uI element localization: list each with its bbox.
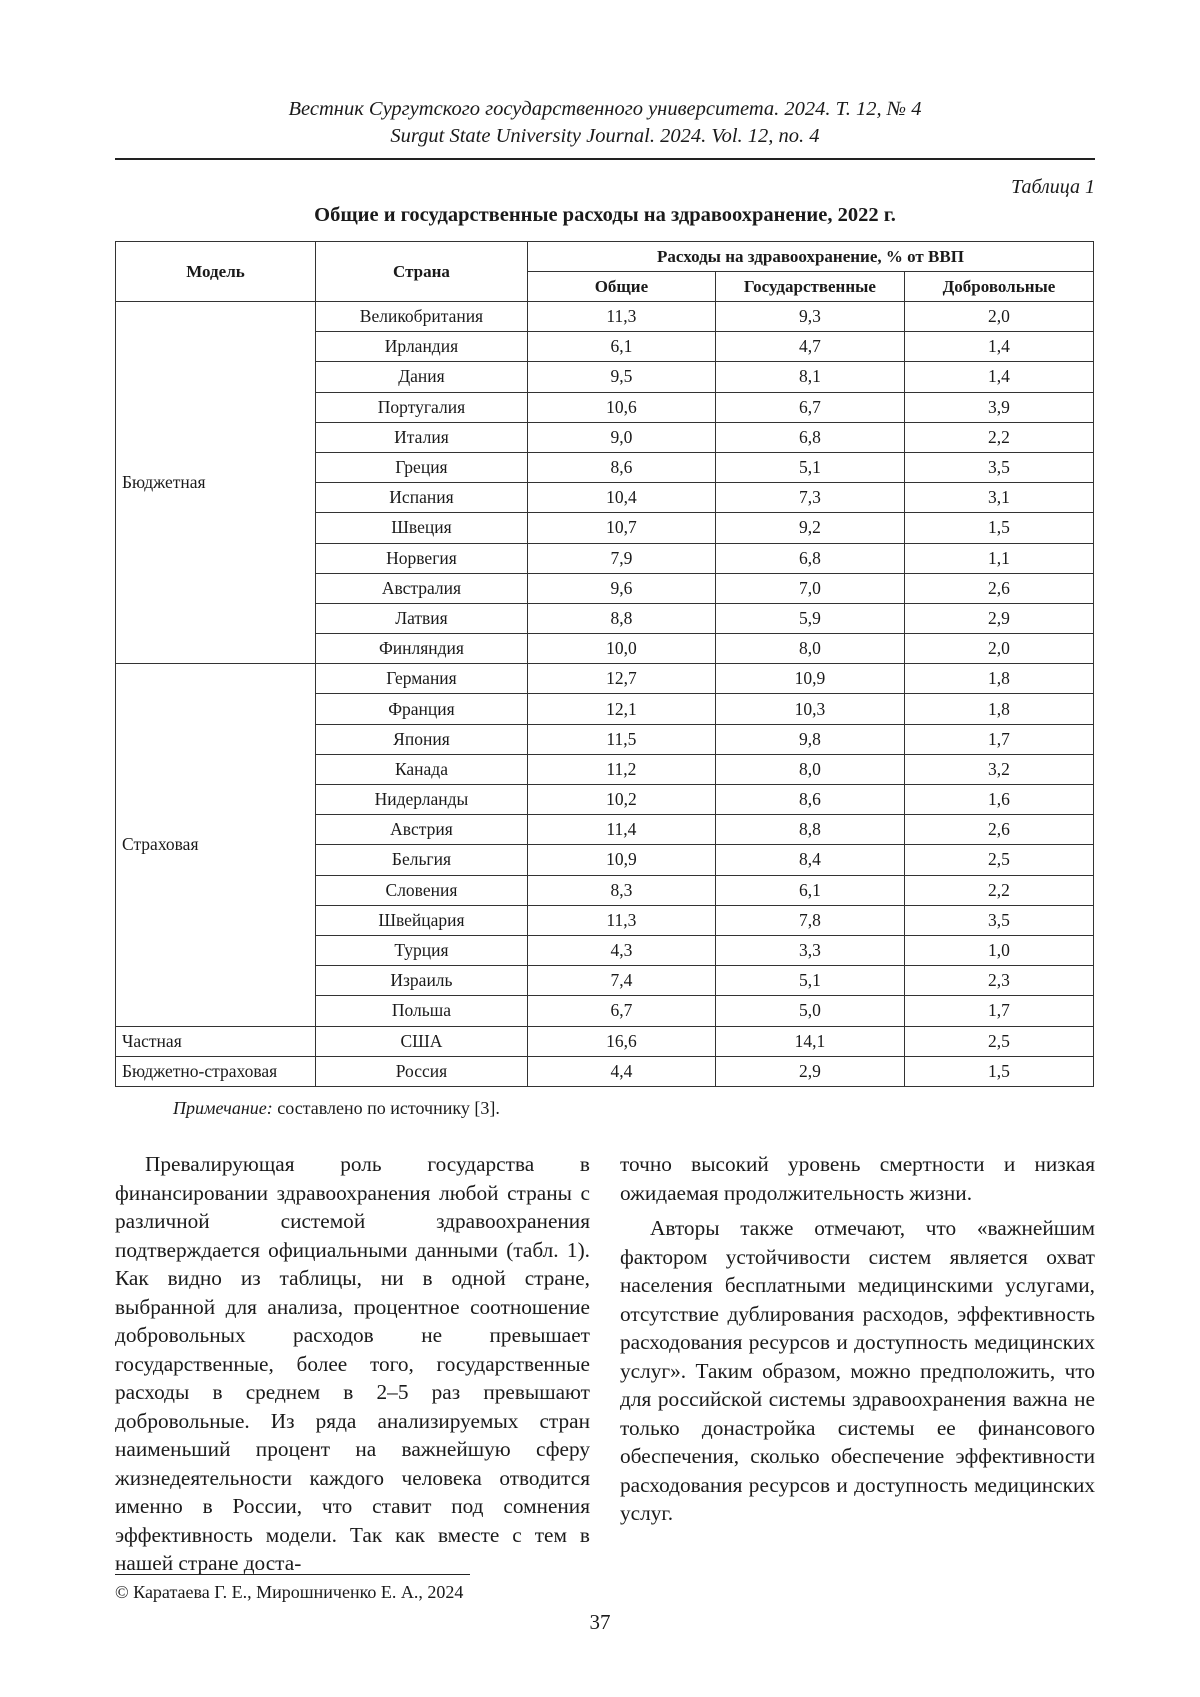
country-cell: Канада bbox=[315, 754, 527, 784]
country-cell: Нидерланды bbox=[315, 785, 527, 815]
state-cell: 8,0 bbox=[715, 754, 904, 784]
state-cell: 3,3 bbox=[715, 935, 904, 965]
voluntary-cell: 1,8 bbox=[904, 694, 1093, 724]
body-column-right bbox=[620, 1150, 1095, 1528]
header-group: Расходы на здравоохранение, % от ВВП bbox=[527, 242, 1093, 272]
paragraph: точно высокий уровень смертности и низкая ожидаемая продолжительность жизни. bbox=[620, 1152, 1095, 1205]
country-cell: Португалия bbox=[315, 392, 527, 422]
voluntary-cell: 1,5 bbox=[904, 513, 1093, 543]
voluntary-cell: 3,5 bbox=[904, 905, 1093, 935]
state-cell: 8,8 bbox=[715, 815, 904, 845]
journal-header-ru: Вестник Сургутского государственного университета. 2024. Т. 12, № 4 bbox=[288, 98, 922, 120]
total-cell: 8,6 bbox=[527, 452, 715, 482]
state-cell: 8,4 bbox=[715, 845, 904, 875]
voluntary-cell: 1,1 bbox=[904, 543, 1093, 573]
state-cell: 10,9 bbox=[715, 664, 904, 694]
country-cell: Швейцария bbox=[315, 905, 527, 935]
country-cell: Словения bbox=[315, 875, 527, 905]
header-country: Страна bbox=[315, 242, 527, 302]
total-cell: 7,9 bbox=[527, 543, 715, 573]
state-cell: 9,2 bbox=[715, 513, 904, 543]
total-cell: 6,7 bbox=[527, 996, 715, 1026]
table-note-label: Примечание: bbox=[173, 1098, 273, 1118]
state-cell: 5,9 bbox=[715, 603, 904, 633]
table-title: Общие и государственные расходы на здравоохранение, 2022 г. bbox=[314, 204, 896, 226]
total-cell: 11,3 bbox=[527, 905, 715, 935]
voluntary-cell: 3,5 bbox=[904, 452, 1093, 482]
country-cell: Германия bbox=[315, 664, 527, 694]
total-cell: 11,4 bbox=[527, 815, 715, 845]
country-cell: Дания bbox=[315, 362, 527, 392]
paragraph: Авторы также отмечают, что «важнейшим фактором устойчивости систем является охват населения бесплатными медицинскими услугами, отсутствие дублирования расходов, эффективность расходования ресурсов и доступность медицинских услуг». Таким образом, можно предположить, что для российской системы здравоохранения важна не только донастройка системы ее финансового обеспечения, сколько обеспечение эффективности расходования ресурсов и доступность медицинских услуг. bbox=[620, 1216, 1095, 1525]
total-cell: 9,5 bbox=[527, 362, 715, 392]
country-cell: Россия bbox=[315, 1056, 527, 1086]
footnote-rule bbox=[115, 1574, 470, 1575]
voluntary-cell: 1,4 bbox=[904, 332, 1093, 362]
voluntary-cell: 2,0 bbox=[904, 634, 1093, 664]
journal-header-en: Surgut State University Journal. 2024. Vol. 12, no. 4 bbox=[390, 125, 820, 147]
state-cell: 8,1 bbox=[715, 362, 904, 392]
voluntary-cell: 1,6 bbox=[904, 785, 1093, 815]
voluntary-cell: 2,6 bbox=[904, 573, 1093, 603]
state-cell: 5,1 bbox=[715, 452, 904, 482]
table-row bbox=[116, 664, 1094, 694]
total-cell: 4,4 bbox=[527, 1056, 715, 1086]
voluntary-cell: 2,2 bbox=[904, 422, 1093, 452]
total-cell: 10,7 bbox=[527, 513, 715, 543]
copyright: © Каратаева Г. Е., Мирошниченко Е. А., 2024 bbox=[115, 1582, 464, 1602]
country-cell: Швеция bbox=[315, 513, 527, 543]
country-cell: Ирландия bbox=[315, 332, 527, 362]
state-cell: 7,8 bbox=[715, 905, 904, 935]
state-cell: 7,3 bbox=[715, 483, 904, 513]
table-note-text: составлено по источнику [3]. bbox=[272, 1098, 500, 1118]
total-cell: 4,3 bbox=[527, 935, 715, 965]
header-voluntary: Добровольные bbox=[904, 272, 1093, 302]
table-note bbox=[173, 1098, 500, 1119]
total-cell: 7,4 bbox=[527, 966, 715, 996]
voluntary-cell: 2,6 bbox=[904, 815, 1093, 845]
total-cell: 10,0 bbox=[527, 634, 715, 664]
total-cell: 10,6 bbox=[527, 392, 715, 422]
country-cell: США bbox=[315, 1026, 527, 1056]
total-cell: 12,1 bbox=[527, 694, 715, 724]
state-cell: 6,8 bbox=[715, 422, 904, 452]
voluntary-cell: 2,3 bbox=[904, 966, 1093, 996]
state-cell: 5,1 bbox=[715, 966, 904, 996]
country-cell: Великобритания bbox=[315, 302, 527, 332]
country-cell: Бельгия bbox=[315, 845, 527, 875]
state-cell: 8,6 bbox=[715, 785, 904, 815]
total-cell: 11,5 bbox=[527, 724, 715, 754]
paragraph: Превалирующая роль государства в финансировании здравоохранения любой страны с различной системой здравоохранения подтверждается официальными данными (табл. 1). Как видно из таблицы, ни в одной стране, выбранной для анализа, процентное соотношение добровольных расходов не превышает государственные, более того, государственные расходы в среднем в 2–5 раз превышают добровольные. Из ряда анализируемых стран наименьший процент на важнейшую сферу жизнедеятельности каждого человека отводится именно в России, что ставит под сомнения эффективность модели. Так как вместе с тем в нашей стране доста- bbox=[115, 1152, 590, 1575]
state-cell: 9,3 bbox=[715, 302, 904, 332]
state-cell: 2,9 bbox=[715, 1056, 904, 1086]
total-cell: 10,9 bbox=[527, 845, 715, 875]
country-cell: Латвия bbox=[315, 603, 527, 633]
state-cell: 5,0 bbox=[715, 996, 904, 1026]
total-cell: 16,6 bbox=[527, 1026, 715, 1056]
state-cell: 4,7 bbox=[715, 332, 904, 362]
state-cell: 14,1 bbox=[715, 1026, 904, 1056]
country-cell: Норвегия bbox=[315, 543, 527, 573]
header-rule bbox=[115, 158, 1095, 160]
total-cell: 10,2 bbox=[527, 785, 715, 815]
country-cell: Испания bbox=[315, 483, 527, 513]
voluntary-cell: 3,2 bbox=[904, 754, 1093, 784]
model-cell: Частная bbox=[116, 1026, 316, 1056]
country-cell: Франция bbox=[315, 694, 527, 724]
total-cell: 6,1 bbox=[527, 332, 715, 362]
header-model: Модель bbox=[116, 242, 316, 302]
country-cell: Польша bbox=[315, 996, 527, 1026]
country-cell: Япония bbox=[315, 724, 527, 754]
voluntary-cell: 1,8 bbox=[904, 664, 1093, 694]
model-cell: Бюджетная bbox=[116, 302, 316, 664]
total-cell: 10,4 bbox=[527, 483, 715, 513]
voluntary-cell: 1,5 bbox=[904, 1056, 1093, 1086]
state-cell: 10,3 bbox=[715, 694, 904, 724]
total-cell: 12,7 bbox=[527, 664, 715, 694]
table-label: Таблица 1 bbox=[1011, 176, 1095, 198]
table-row bbox=[116, 1056, 1094, 1086]
voluntary-cell: 2,0 bbox=[904, 302, 1093, 332]
country-cell: Австрия bbox=[315, 815, 527, 845]
voluntary-cell: 2,5 bbox=[904, 1026, 1093, 1056]
model-cell: Страховая bbox=[116, 664, 316, 1026]
total-cell: 9,6 bbox=[527, 573, 715, 603]
body-column-left bbox=[115, 1150, 590, 1578]
table-row bbox=[116, 1026, 1094, 1056]
voluntary-cell: 1,0 bbox=[904, 935, 1093, 965]
journal-header bbox=[115, 96, 1095, 150]
state-cell: 8,0 bbox=[715, 634, 904, 664]
voluntary-cell: 1,7 bbox=[904, 724, 1093, 754]
state-cell: 7,0 bbox=[715, 573, 904, 603]
state-cell: 6,7 bbox=[715, 392, 904, 422]
voluntary-cell: 2,9 bbox=[904, 603, 1093, 633]
voluntary-cell: 2,2 bbox=[904, 875, 1093, 905]
country-cell: Италия bbox=[315, 422, 527, 452]
page-number: 37 bbox=[589, 1610, 611, 1634]
table-row bbox=[116, 302, 1094, 332]
country-cell: Израиль bbox=[315, 966, 527, 996]
country-cell: Финляндия bbox=[315, 634, 527, 664]
table-body bbox=[116, 302, 1094, 1087]
voluntary-cell: 3,9 bbox=[904, 392, 1093, 422]
header-total: Общие bbox=[527, 272, 715, 302]
total-cell: 9,0 bbox=[527, 422, 715, 452]
model-cell: Бюджетно-страховая bbox=[116, 1056, 316, 1086]
state-cell: 9,8 bbox=[715, 724, 904, 754]
state-cell: 6,8 bbox=[715, 543, 904, 573]
total-cell: 8,8 bbox=[527, 603, 715, 633]
total-cell: 11,2 bbox=[527, 754, 715, 784]
health-expenditure-table bbox=[115, 241, 1094, 1087]
country-cell: Греция bbox=[315, 452, 527, 482]
voluntary-cell: 3,1 bbox=[904, 483, 1093, 513]
total-cell: 8,3 bbox=[527, 875, 715, 905]
voluntary-cell: 2,5 bbox=[904, 845, 1093, 875]
total-cell: 11,3 bbox=[527, 302, 715, 332]
country-cell: Австралия bbox=[315, 573, 527, 603]
state-cell: 6,1 bbox=[715, 875, 904, 905]
country-cell: Турция bbox=[315, 935, 527, 965]
header-state: Государственные bbox=[715, 272, 904, 302]
voluntary-cell: 1,7 bbox=[904, 996, 1093, 1026]
voluntary-cell: 1,4 bbox=[904, 362, 1093, 392]
